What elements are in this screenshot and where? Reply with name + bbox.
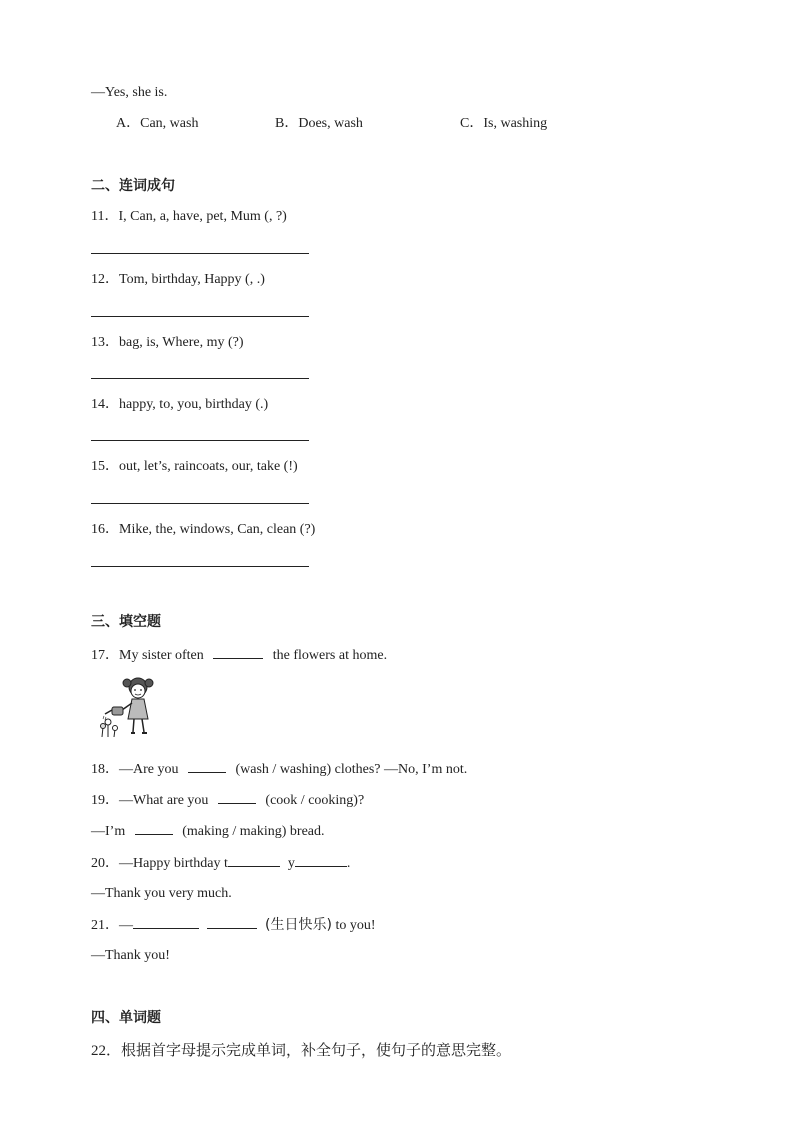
question-text: (wash / washing) clothes? —No, I’m not. — [235, 762, 468, 777]
question-number: 20． — [91, 856, 119, 871]
fill-blank[interactable] — [213, 646, 263, 659]
question-number: 14． — [91, 397, 119, 412]
option-letter: B． — [275, 116, 299, 131]
question-text: y — [287, 856, 295, 871]
answer-line-12[interactable] — [91, 316, 309, 317]
answer-line-14[interactable] — [91, 440, 309, 441]
fill-blank[interactable] — [135, 822, 173, 835]
q10-option-b — [275, 115, 363, 133]
question-text: —Are you — [119, 762, 179, 777]
fill-blank[interactable] — [207, 916, 257, 929]
answer-line-16[interactable] — [91, 566, 309, 567]
question-19 — [91, 791, 364, 810]
girl-watering-flowers-illustration — [98, 677, 164, 739]
question-text: happy, to, you, birthday (.) — [119, 397, 269, 412]
question-text: My sister often — [119, 648, 204, 663]
section-heading-fill: 三、填空题 — [91, 614, 161, 630]
fill-blank[interactable] — [218, 791, 256, 804]
question-number: 16． — [91, 522, 119, 537]
q10-answer: —Yes, she is. — [91, 85, 168, 100]
fill-blank[interactable] — [228, 854, 280, 867]
question-20 — [91, 854, 350, 873]
question-text: the flowers at home. — [272, 648, 388, 663]
question-14 — [91, 396, 268, 414]
question-number: 21． — [91, 918, 119, 933]
question-number: 15． — [91, 459, 119, 474]
question-text: I, Can, a, have, pet, Mum (, ?) — [118, 209, 287, 224]
q10-option-a — [116, 115, 198, 133]
question-text: . — [346, 856, 351, 871]
question-number: 12． — [91, 272, 119, 287]
question-number: 18． — [91, 762, 119, 777]
option-letter: C． — [460, 116, 484, 131]
question-22 — [91, 1041, 511, 1060]
question-text: — — [119, 918, 133, 933]
fill-blank[interactable] — [188, 760, 226, 773]
question-20-response: —Thank you very much. — [91, 886, 232, 901]
question-text: Mike, the, windows, Can, clean (?) — [119, 522, 316, 537]
question-15 — [91, 458, 298, 476]
question-12 — [91, 271, 265, 289]
question-text: —Happy birthday t — [119, 856, 228, 871]
question-text: (making / making) bread. — [182, 824, 325, 839]
question-text: —What are you — [119, 793, 209, 808]
question-text: Tom, birthday, Happy (, .) — [119, 272, 265, 287]
option-letter: A． — [116, 116, 141, 131]
question-number: 19． — [91, 793, 119, 808]
question-text: out, let’s, raincoats, our, take (!) — [119, 459, 298, 474]
fill-blank[interactable] — [295, 854, 347, 867]
answer-line-11[interactable] — [91, 253, 309, 254]
option-text: Can, wash — [140, 116, 199, 131]
question-16 — [91, 521, 315, 539]
question-13 — [91, 334, 244, 352]
answer-line-15[interactable] — [91, 503, 309, 504]
question-17 — [91, 646, 387, 665]
question-11 — [91, 208, 287, 226]
section-heading-words: 四、单词题 — [91, 1010, 161, 1026]
question-21-response: —Thank you! — [91, 948, 170, 963]
fill-blank[interactable] — [133, 916, 199, 929]
question-text: bag, is, Where, my (?) — [119, 335, 244, 350]
option-text: Is, washing — [483, 116, 548, 131]
question-number: 13． — [91, 335, 119, 350]
question-21 — [91, 916, 376, 935]
question-19-response — [91, 822, 325, 841]
question-text: 根据首字母提示完成单词，补全句子，使句子的意思完整。 — [121, 1041, 512, 1059]
question-number: 22． — [91, 1043, 122, 1059]
question-text: to you! — [335, 918, 376, 933]
question-text: —I’m — [91, 824, 126, 839]
q10-option-c — [460, 115, 547, 133]
question-18 — [91, 760, 467, 779]
chinese-hint: (生日快乐) — [265, 917, 332, 933]
question-number: 11． — [91, 209, 119, 224]
question-text: (cook / cooking)? — [265, 793, 365, 808]
section-heading-reorder: 二、连词成句 — [91, 178, 175, 194]
question-number: 17． — [91, 648, 119, 663]
answer-line-13[interactable] — [91, 378, 309, 379]
option-text: Does, wash — [298, 116, 363, 131]
